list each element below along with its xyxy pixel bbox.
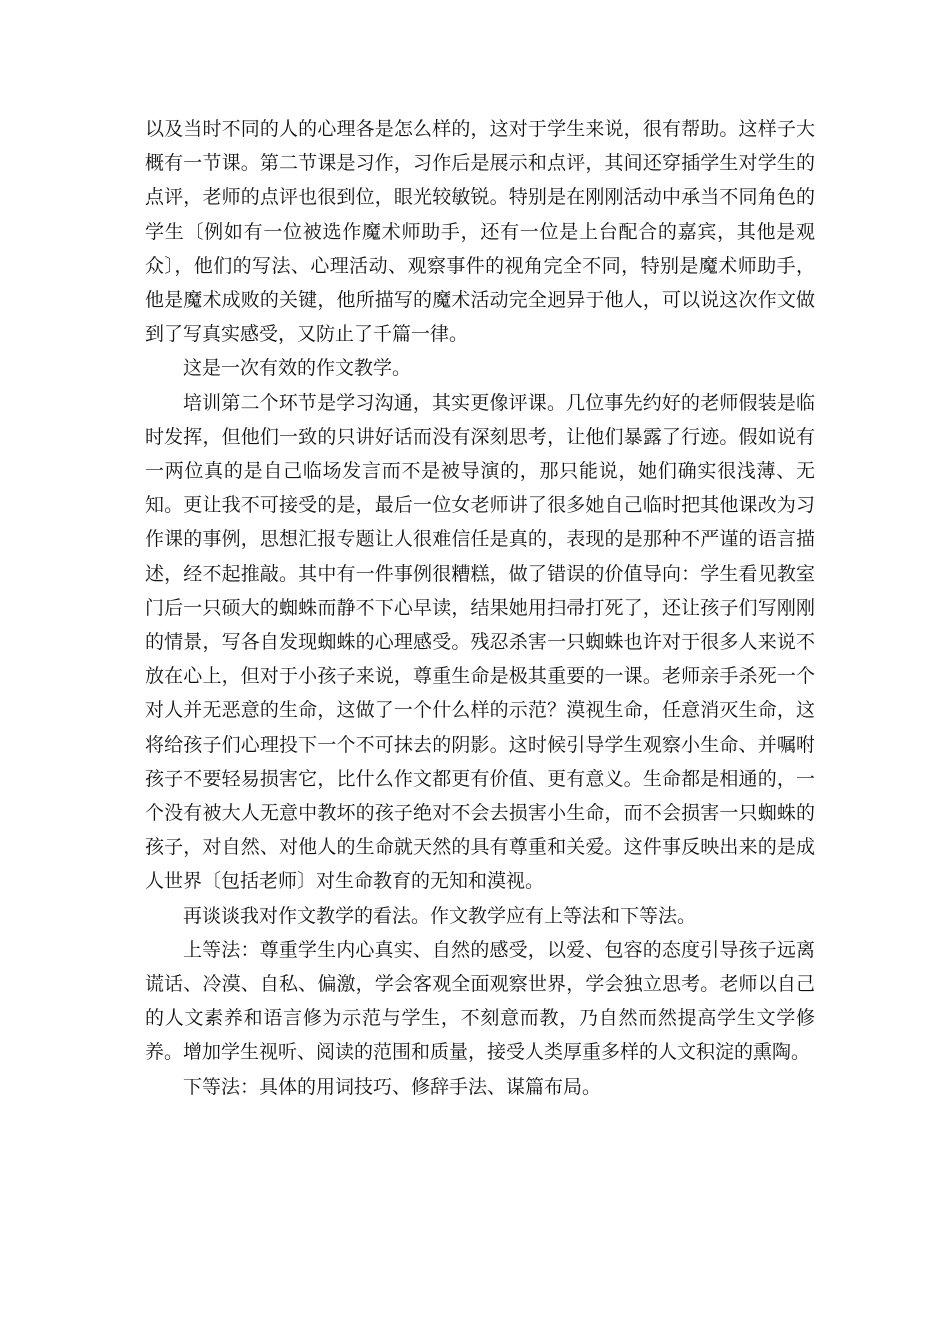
paragraph-4: 再谈谈我对作文教学的看法。作文教学应有上等法和下等法。 <box>183 904 697 927</box>
document-body <box>145 112 815 1104</box>
paragraph-5: 上等法：尊重学生内心真实、自然的感受，以爱、包容的态度引导孩子远离谎话、冷漠、自私、偏激，学会客观全面观察世界，学会独立思考。老师以自己的人文素养和语言修为示范与学生，不刻意而教，乃自然而然提高学生文学修养。增加学生视听、阅读的范围和质量，接受人类厚重多样的人文积淀的熏陶。 <box>145 938 815 1064</box>
paragraph-6: 下等法：具体的用词技巧、修辞手法、谋篇布局。 <box>183 1075 602 1098</box>
paragraph-1: 以及当时不同的人的心理各是怎么样的，这对于学生来说，很有帮助。这样子大概有一节课。第二节课是习作，习作后是展示和点评，其间还穿插学生对学生的点评，老师的点评也很到位，眼光较敏锐。特别是在刚刚活动中承当不同角色的学生〔例如有一位被选作魔术师助手，还有一位是上台配合的嘉宾，其他是观众〕，他们的写法、心理活动、观察事件的视角完全不同，特别是魔术师助手，他是魔术成败的关键，他所描写的魔术活动完全迥异于他人，可以说这次作文做到了写真实感受，又防止了千篇一律。 <box>145 118 815 346</box>
paragraph-2: 这是一次有效的作文教学。 <box>183 357 412 380</box>
paragraph-3: 培训第二个环节是学习沟通，其实更像评课。几位事先约好的老师假装是临时发挥，但他们一致的只讲好话而没有深刻思考，让他们暴露了行迹。假如说有一两位真的是自己临场发言而不是被导演的，那只能说，她们确实很浅薄、无知。更让我不可接受的是，最后一位女老师讲了很多她自己临时把其他课改为习作课的事例，思想汇报专题让人很难信任是真的，表现的是那种不严谨的语言描述，经不起推敲。其中有一件事例很糟糕，做了错误的价值导向：学生看见教室门后一只硕大的蜘蛛而静不下心早读，结果她用扫帚打死了，还让孩子们写刚刚的情景，写各自发现蜘蛛的心理感受。残忍杀害一只蜘蛛也许对于很多人来说不放在心上，但对于小孩子来说，尊重生命是极其重要的一课。老师亲手杀死一个对人并无恶意的生命，这做了一个什么样的示范？漠视生命，任意消灭生命，这将给孩子们心理投下一个不可抹去的阴影。这时候引导学生观察小生命、并嘱咐孩子不要轻易损害它，比什么作文都更有价值、更有意义。生命都是相通的，一个没有被大人无意中教坏的孩子绝对不会去损害小生命，而不会损害一只蜘蛛的孩子，对自然、对他人的生命就天然的具有尊重和关爱。这件事反映出来的是成人世界〔包括老师〕对生命教育的无知和漠视。 <box>145 391 815 893</box>
